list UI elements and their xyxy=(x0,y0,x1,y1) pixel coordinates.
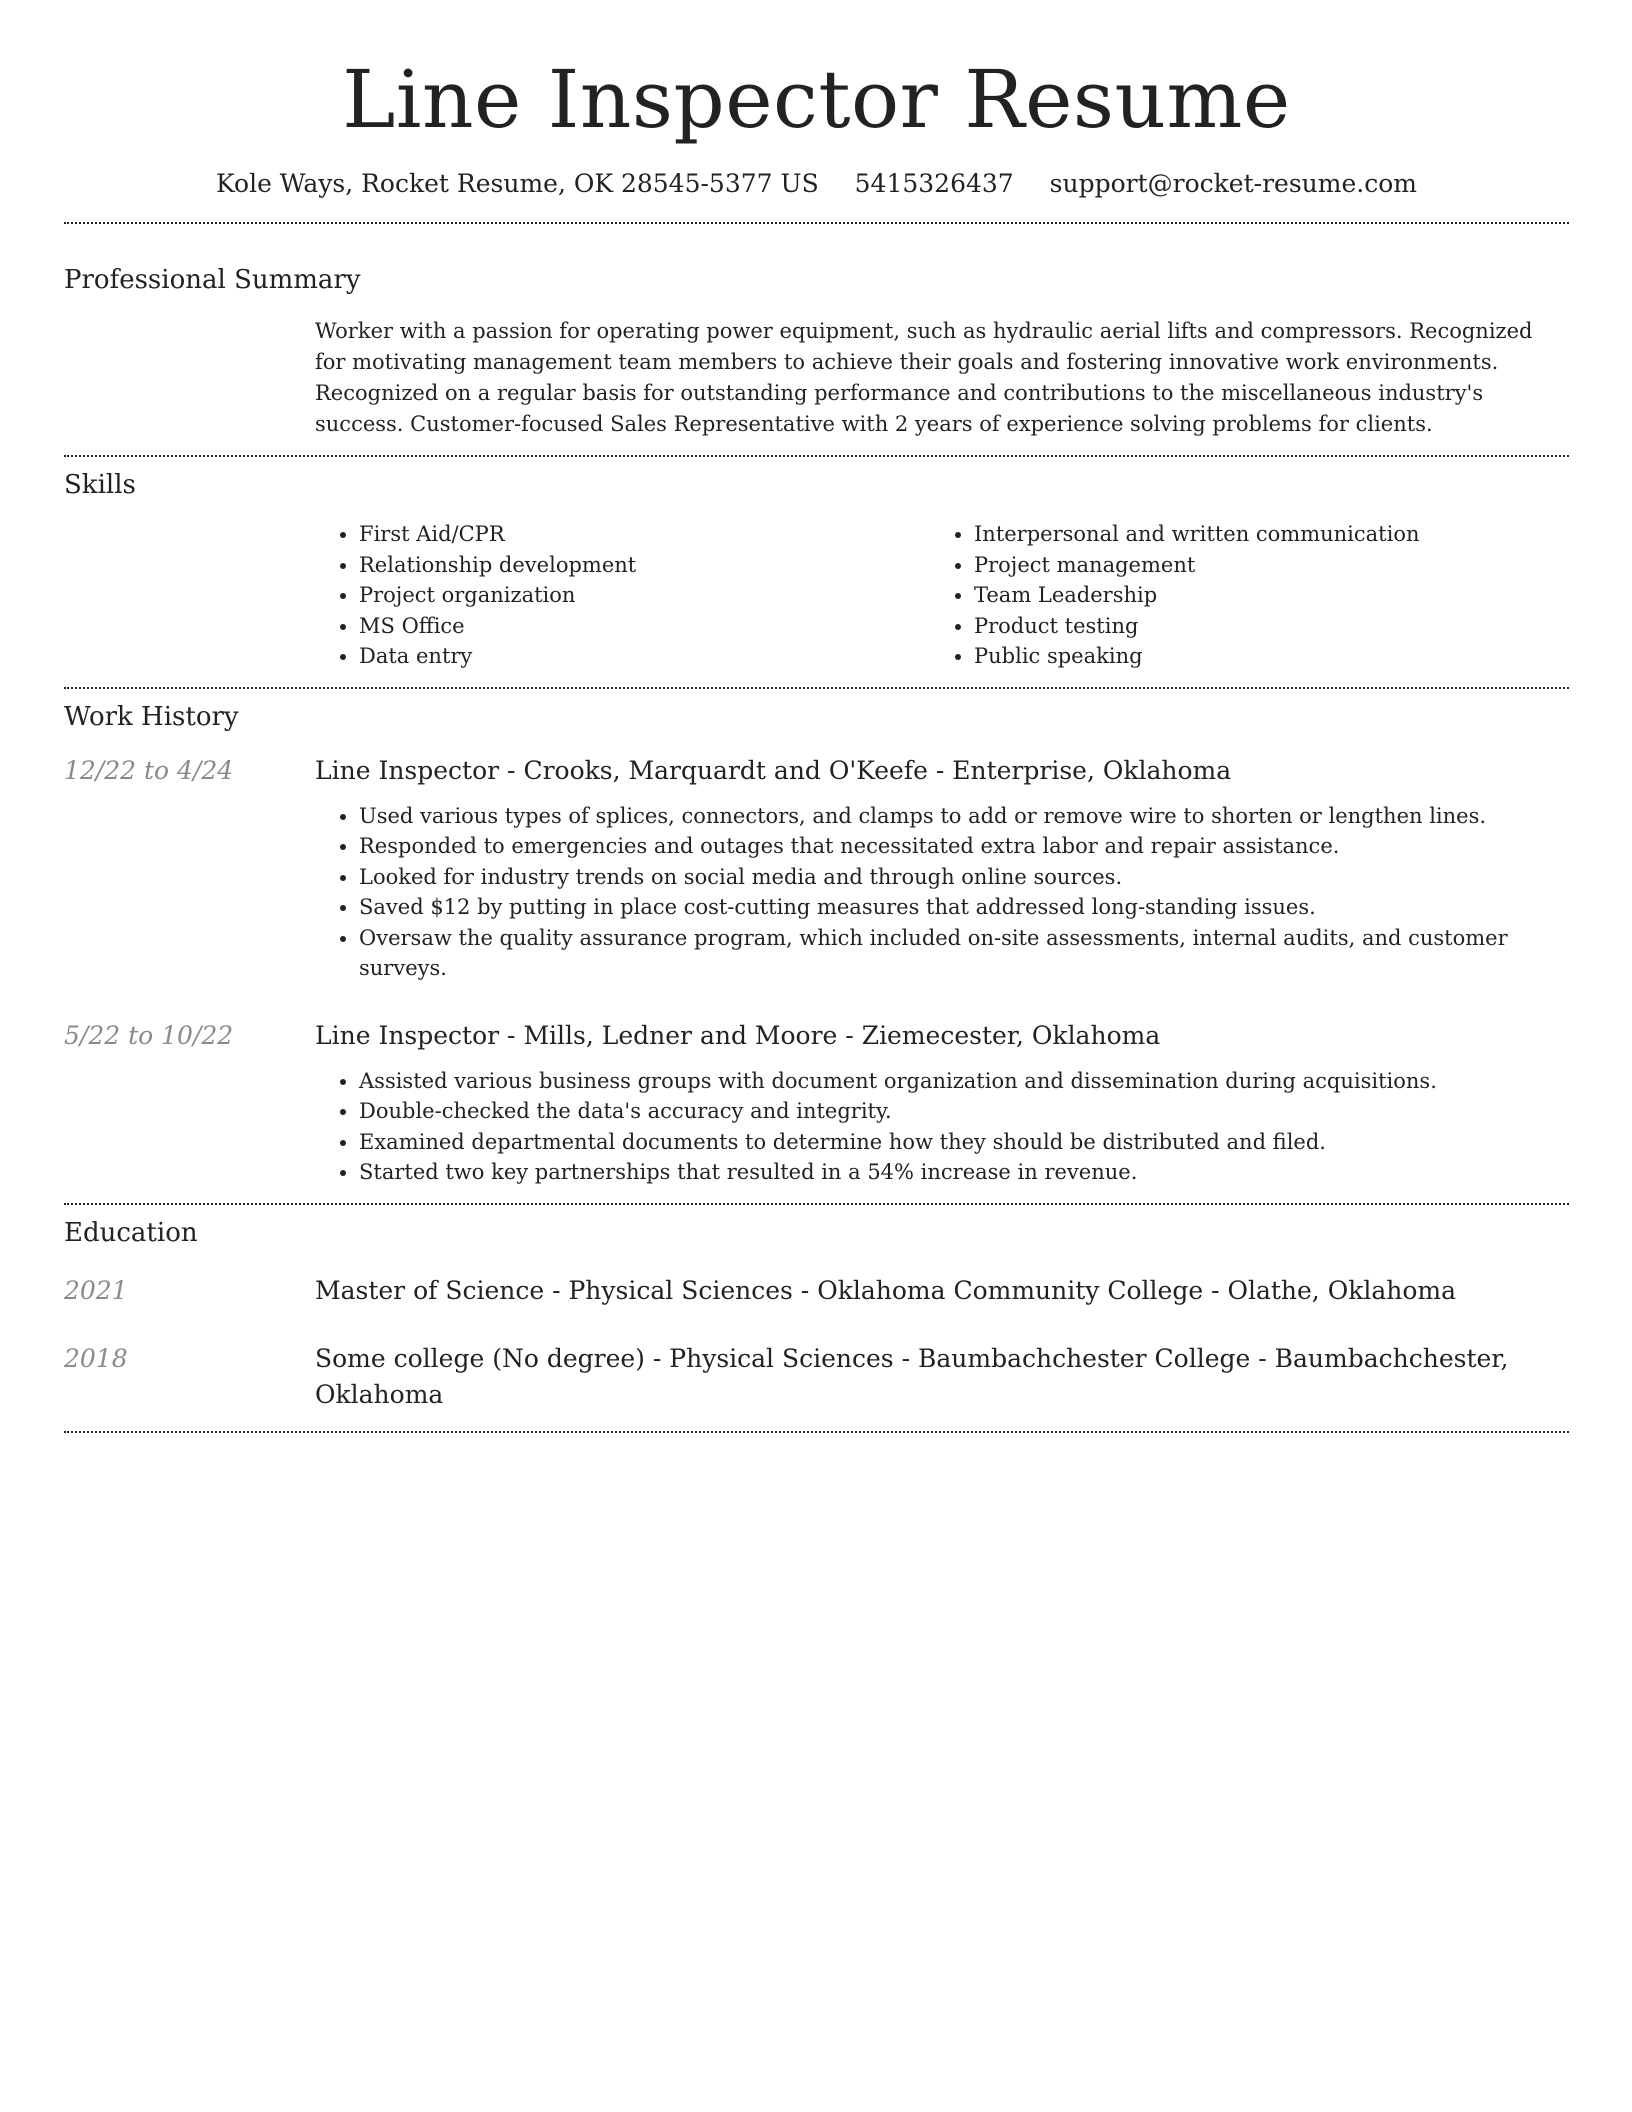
job-bullet: • Assisted various business groups with document organization and dissemination during acquisitions. xyxy=(359,1066,1569,1097)
job-bullet: • Saved $12 by putting in place cost-cutting measures that addressed long-standing issues. xyxy=(359,892,1569,923)
work-history-section xyxy=(64,699,1569,1188)
job-bullet: • Oversaw the quality assurance program, which included on-site assessments, internal audits, and customer surveys. xyxy=(359,923,1569,984)
education-entry xyxy=(64,1341,1569,1413)
education-school: - Baumbachchester College - Baumbachchester, Oklahoma xyxy=(315,1343,1509,1409)
skill-item: • Project management xyxy=(974,550,1501,581)
work-history-heading: Work History xyxy=(64,701,239,732)
job-content xyxy=(315,1018,1569,1188)
skill-item: • Public speaking xyxy=(974,641,1501,672)
job-dates: 12/22 to 4/24 xyxy=(64,755,234,785)
education-year: 2018 xyxy=(64,1343,128,1373)
job-entry xyxy=(64,1018,1569,1188)
job-entry xyxy=(64,753,1569,984)
job-bullets xyxy=(315,1066,1569,1188)
job-bullet: • Used various types of splices, connectors, and clamps to add or remove wire to shorten or lengthen lines. xyxy=(359,801,1569,832)
contact-phone: 5415326437 xyxy=(854,169,1014,198)
summary-text: Worker with a passion for operating power equipment, such as hydraulic aerial lifts and compressors. Recognized for motivating management team members to achieve their goals and fostering innovative work environments. Recognized on a regular basis for outstanding performance and contributions to the miscellaneous industry's success. Customer-focused Sales Representative with 2 years of experience solving problems for clients. xyxy=(315,319,1533,436)
job-content xyxy=(315,753,1569,984)
job-employer: - Mills, Ledner and Moore - Ziemecester, Oklahoma xyxy=(499,1020,1161,1050)
contact-address: Kole Ways, Rocket Resume, OK 28545-5377 US xyxy=(216,169,819,198)
summary-heading: Professional Summary xyxy=(64,265,361,295)
skill-item: • Relationship development xyxy=(359,550,930,581)
education-heading: Education xyxy=(64,1217,198,1248)
job-bullet: • Responded to emergencies and outages that necessitated extra labor and repair assistance. xyxy=(359,831,1569,862)
education-degree: Master of Science - Physical Sciences xyxy=(315,1275,793,1305)
divider xyxy=(64,455,1569,457)
divider xyxy=(64,222,1569,224)
divider xyxy=(64,1431,1569,1433)
education-detail xyxy=(315,1341,1569,1413)
education-school: - Oklahoma Community College - Olathe, Oklahoma xyxy=(792,1275,1457,1305)
skills-list xyxy=(315,519,1569,672)
skills-heading: Skills xyxy=(64,470,136,500)
job-employer: - Crooks, Marquardt and O'Keefe - Enterprise, Oklahoma xyxy=(499,755,1232,785)
job-headline xyxy=(315,1018,1569,1054)
summary-section xyxy=(64,262,1569,440)
resume-page xyxy=(64,0,1569,1433)
divider xyxy=(64,1203,1569,1205)
skill-item: • Product testing xyxy=(974,611,1501,642)
skill-item: • Project organization xyxy=(359,580,930,611)
skill-item: • First Aid/CPR xyxy=(359,519,930,550)
job-bullet: • Started two key partnerships that resulted in a 54% increase in revenue. xyxy=(359,1157,1569,1188)
education-detail xyxy=(315,1273,1456,1309)
education-degree: Some college (No degree) - Physical Sciences xyxy=(315,1343,894,1373)
job-bullet: • Looked for industry trends on social media and through online sources. xyxy=(359,862,1569,893)
skill-item: • MS Office xyxy=(359,611,930,642)
skill-item: • Interpersonal and written communication xyxy=(974,519,1501,550)
skills-column-right xyxy=(930,519,1501,672)
job-dates: 5/22 to 10/22 xyxy=(64,1020,234,1050)
skills-section xyxy=(64,467,1569,672)
education-entry xyxy=(64,1273,1569,1309)
page-title: Line Inspector Resume xyxy=(342,53,1291,146)
divider xyxy=(64,687,1569,689)
job-headline xyxy=(315,753,1569,789)
job-bullet: • Double-checked the data's accuracy and integrity. xyxy=(359,1096,1569,1127)
job-title: Line Inspector xyxy=(315,1020,500,1050)
education-section xyxy=(64,1215,1569,1413)
skill-item: • Data entry xyxy=(359,641,930,672)
job-bullet: • Examined departmental documents to determine how they should be distributed and filed. xyxy=(359,1127,1569,1158)
contact-line xyxy=(64,166,1569,202)
skills-column-left xyxy=(315,519,930,672)
education-year: 2021 xyxy=(64,1275,128,1305)
skill-item: • Team Leadership xyxy=(974,580,1501,611)
job-bullets xyxy=(315,801,1569,984)
contact-email: support@rocket-resume.com xyxy=(1049,169,1417,198)
job-title: Line Inspector xyxy=(315,755,500,785)
